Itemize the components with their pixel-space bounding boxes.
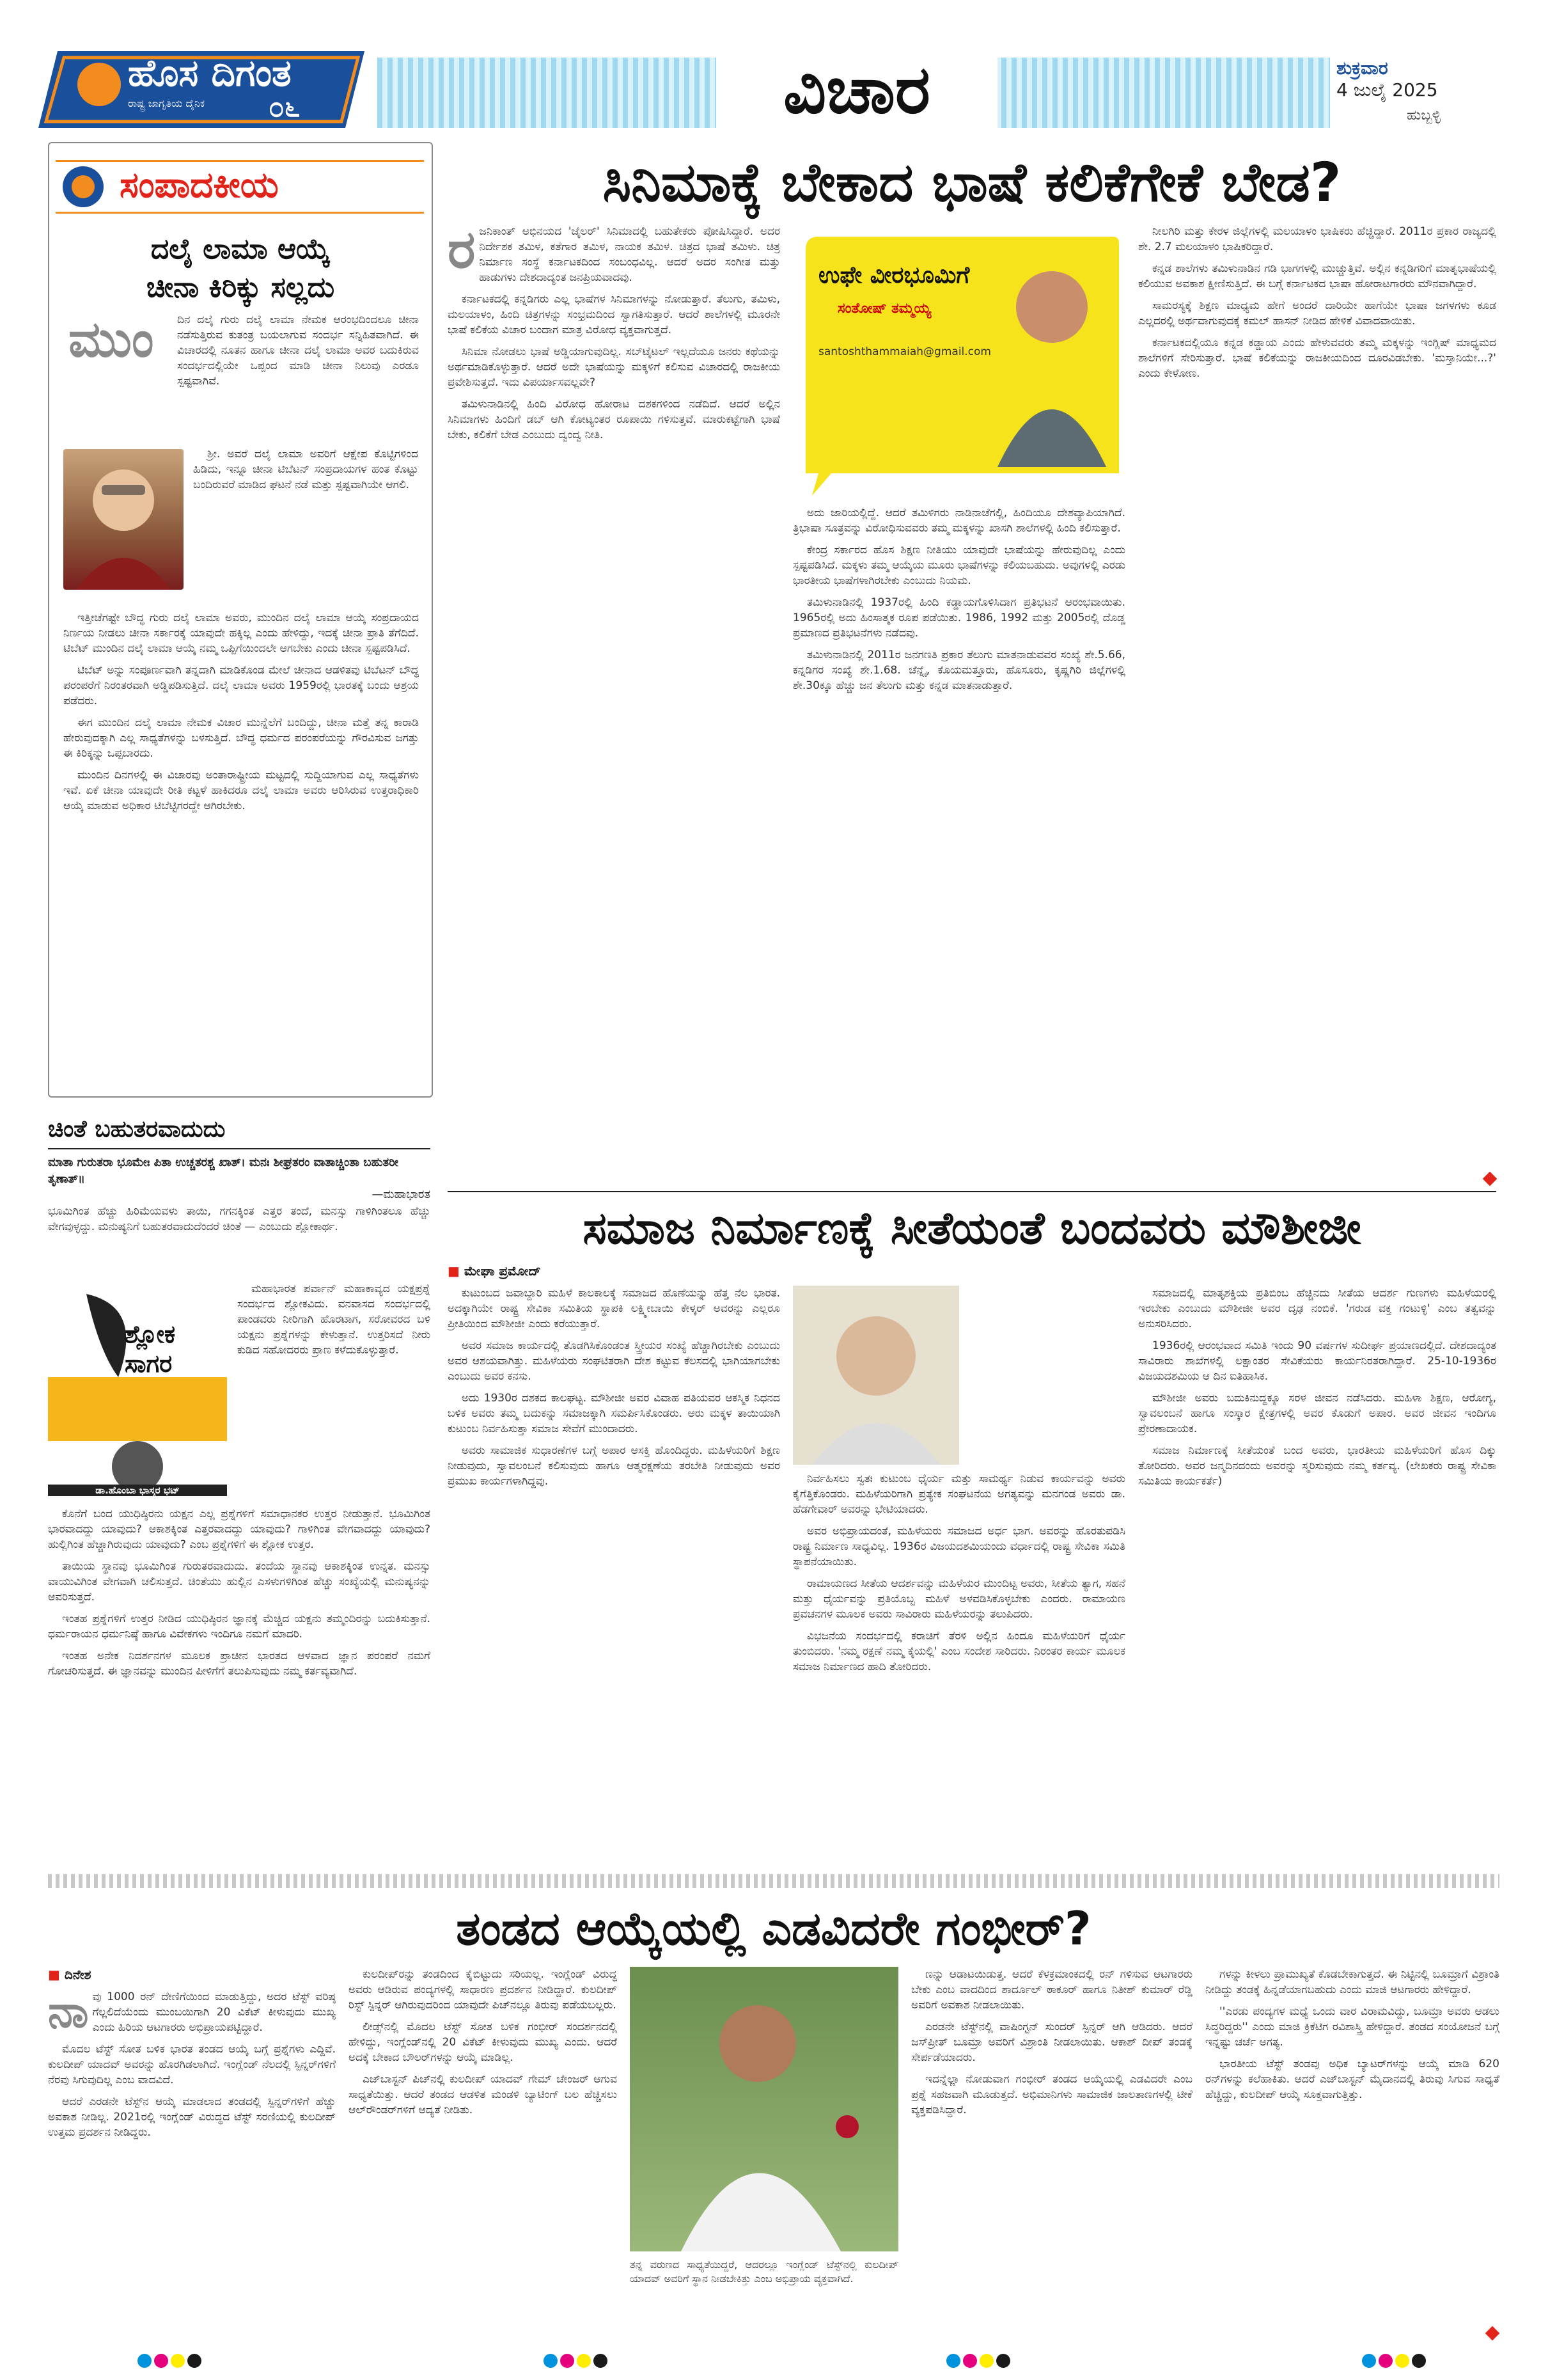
registration-marks-right: [1362, 2354, 1428, 2370]
feather-pen-icon: [48, 1281, 227, 1499]
editorial-paragraph: ಟಿಬೆಟ್ ಅನ್ನು ಸಂಪೂರ್ಣವಾಗಿ ತನ್ನದಾಗಿ ಮಾಡಿಕೊಂಡ ಮೇಲೆ ಚೀನಾದ ಆಡಳಿತವು ಟಿಬೆಟನ್ ಬೌದ್ಧ ಪರಂಪರೆಗೆ ನಿರಂತರವಾಗಿ ಅಡ್ಡಿಪಡಿಸುತ್ತಿದೆ. ದಲೈ ಲಾಮಾ ಅವರು 1959ರಲ್ಲಿ ಭಾರತಕ್ಕೆ ಬಂದು ಆಶ್ರಯ ಪಡೆದರು.: [63, 664, 419, 707]
page-number: ೦೬: [269, 91, 301, 123]
registration-dot: [1395, 2354, 1409, 2368]
article3-paragraph: ''ಎರಡು ಪಂದ್ಯಗಳ ಮಧ್ಯೆ ಒಂದು ವಾರ ವಿರಾಮವಿದ್ದು, ಬೂಮ್ರಾ ಅವರು ಆಡಲು ಸಿದ್ಧರಿದ್ದರು'' ಎಂದು ಮಾಜಿ ಕ್ರಿಕೆಟಿಗ ರವಿಶಾಸ್ತ್ರಿ ಹೇಳಿದ್ದಾರೆ. ತಂಡದ ಸಂಯೋಜನೆ ಬಗ್ಗೆ ಇನ್ನಷ್ಟು ಚರ್ಚೆ ಅಗತ್ಯ.: [1205, 2005, 1499, 2049]
article1-author: ಸಂತೋಷ್ ತಮ್ಮಯ್ಯ: [838, 301, 932, 317]
chinte-body-right: [237, 1281, 430, 1499]
registration-dot: [560, 2354, 574, 2368]
article2-paragraph: 1936ರಲ್ಲಿ ಆರಂಭವಾದ ಸಮಿತಿ ಇಂದು 90 ವರ್ಷಗಳ ಸುದೀರ್ಘ ಪ್ರಯಾಣದಲ್ಲಿದೆ. ದೇಶದಾದ್ಯಂತ ಸಾವಿರಾರು ಶಾಖೆಗಳಲ್ಲಿ ಲಕ್ಷಾಂತರ ಸೇವಿಕೆಯರು ಕಾರ್ಯನಿರತರಾಗಿದ್ದಾರೆ. 25-10-1936ರ ವಿಜಯದಶಮಿಯ ಆ ದಿನ ಐತಿಹಾಸಿಕ.: [1138, 1339, 1496, 1383]
registration-marks-left: [137, 2354, 204, 2370]
dalai-lama-photo: [63, 449, 184, 590]
article3-paragraph: ಭಾರತೀಯ ಟೆಸ್ಟ್ ತಂಡವು ಅಧಿಕ ಬ್ಯಾಟರ್‌ಗಳನ್ನು ಆಯ್ಕೆ ಮಾಡಿ 620 ರನ್‌ಗಳನ್ನು ಕಲೆಹಾಕಿತು. ಆದರೆ ಎಜ್‌ಬಾಸ್ಟನ್ ಮೈದಾನದಲ್ಲಿ ತಿರುವು ಸಿಗುವ ಸಾಧ್ಯತೆ ಹೆಚ್ಚಿದ್ದು, ಕುಲದೀಪ್ ಆಯ್ಕೆ ಸೂಕ್ತವಾಗುತ್ತಿತ್ತು.: [1205, 2058, 1499, 2101]
article1-email: santoshthammaiah@gmail.com: [818, 345, 991, 358]
chinte-paragraph: ಕೊನೆಗೆ ಬಂದ ಯುಧಿಷ್ಠಿರನು ಯಕ್ಷನ ಎಲ್ಲ ಪ್ರಶ್ನೆಗಳಿಗೆ ಸಮಾಧಾನಕರ ಉತ್ತರ ನೀಡುತ್ತಾನೆ. ಭೂಮಿಗಿಂತ ಭಾರವಾದದ್ದು ಯಾವುದು? ಆಕಾಶಕ್ಕಿಂತ ಎತ್ತರವಾದದ್ದು ಯಾವುದು? ಗಾಳಿಗಿಂತ ವೇಗವಾದದ್ದು ಯಾವುದು? ಹುಲ್ಲಿಗಿಂತ ಹೆಚ್ಚಾಗಿರುವುದು ಯಾವುದು? ಎಂಬ ಪ್ರಶ್ನೆಗಳಿಗೆ ಈ ಶ್ಲೋಕ ಉತ್ತರ.: [48, 1508, 430, 1551]
chinte-title: ಚಿಂತೆ ಬಹುತರವಾದುದು: [48, 1116, 226, 1142]
editorial-box: [48, 142, 433, 1098]
editorial-body: [193, 446, 418, 606]
article1-paragraph: ಸಾಮರಸ್ಯಕ್ಕೆ ಶಿಕ್ಷಣ ಮಾಧ್ಯಮ ಹೇಗೆ ಅಂದರೆ ದಾರಿಯೇ ಹಾಗೆಯೇ ಭಾಷಾ ಜಗಳಗಳು ಕೂಡ ಎಲ್ಲದರಲ್ಲಿ ಅರ್ಥವಾಗುವುದಕ್ಕೆ ಕಮಲ್ ಹಾಸನ್ ನೀಡಿದ ಹೇಳಿಕೆ ವಿವಾದವಾಯಿತು.: [1138, 299, 1496, 327]
brand-name: ಹೊಸ ದಿಗಂತ: [128, 51, 292, 95]
article1-paragraph: ಕರ್ನಾಟಕದಲ್ಲಿಯೂ ಕನ್ನಡ ಕಡ್ಡಾಯ ಎಂದು ಹೇಳುವವರು ತಮ್ಮ ಮಕ್ಕಳನ್ನು ಇಂಗ್ಲಿಷ್ ಮಾಧ್ಯಮದ ಶಾಲೆಗಳಿಗೆ ಸೇರಿಸುತ್ತಾರೆ. ಭಾಷೆ ಕಲಿಕೆಯನ್ನು ರಾಜಕೀಯದಿಂದ ದೂರವಿಡಬೇಕು. 'ಮಸ್ತಾನಿಯೇ...?' ಎಂದು ಕೇಳೋಣ.: [1138, 336, 1496, 380]
registration-dot: [1379, 2354, 1393, 2368]
article3-paragraph: ಮೊದಲ ಟೆಸ್ಟ್ ಸೋತ ಬಳಿಕ ಭಾರತ ತಂಡದ ಆಯ್ಕೆ ಬಗ್ಗೆ ಪ್ರಶ್ನೆಗಳು ಎದ್ದಿವೆ. ಕುಲದೀಪ್ ಯಾದವ್ ಅವರನ್ನು ಹೊರಗಿಡಲಾಗಿದೆ. ಇಂಗ್ಲೆಂಡ್ ನೆಲದಲ್ಲಿ ಸ್ಪಿನ್ನರ್‌ಗಳಿಗೆ ನೆರವು ಸಿಗುವುದಿಲ್ಲ ಎಂಬ ವಾದವಿದೆ.: [48, 2043, 336, 2086]
shloka-sagara-label: ಶ್ಲೋಕ ಸಾಗರ: [125, 1320, 176, 1378]
article1-paragraph: ಕರ್ನಾಟಕದಲ್ಲಿ ಕನ್ನಡಿಗರು ಎಲ್ಲ ಭಾಷೆಗಳ ಸಿನಿಮಾಗಳನ್ನು ನೋಡುತ್ತಾರೆ. ತೆಲುಗು, ತಮಿಳು, ಮಲಯಾಳಂ, ಹಿಂದಿ ಚಿತ್ರಗಳನ್ನು ಸಂಭ್ರಮದಿಂದ ಸ್ವಾಗತಿಸುತ್ತಾರೆ. ಆದರೆ ಶಾಲೆಗಳಲ್ಲಿ ಮೂರನೇ ಭಾಷೆ ಕಲಿಕೆಯ ವಿಚಾರ ಬಂದಾಗ ಮಾತ್ರ ವಿರೋಧ ವ್ಯಕ್ತವಾಗುತ್ತದೆ.: [448, 293, 780, 336]
article3-col1: [48, 1989, 336, 2328]
editorial-paragraph: ಶ್ರೀ. ಅವರೆ ದಲೈ ಲಾಮಾ ಅವರಿಗೆ ಆಕ್ಷೇಪ ಕೊಟ್ಟಿಗಳಿಂದ ಹಿಡಿದು, ಇನ್ನೂ ಚೀನಾ ಟಿಬೆಟನ್ ಸಂಪ್ರದಾಯಗಳ ಹಂತ ಕೊಟ್ಟು ಬಂದಿರುವರೆ ಮಾಡಿದ ಘಟನೆ ನಡೆ ಮತ್ತು ಸ್ಪಷ್ಟವಾಗಿಯೇ ಆಗಲಿ.: [193, 448, 418, 491]
chinte-section: [48, 1116, 430, 1852]
registration-dot: [187, 2354, 201, 2368]
cricketer-photo: [630, 1967, 898, 2251]
byline-bullet-icon: ■: [48, 1967, 65, 1982]
article1-col3: [1138, 224, 1496, 1164]
article3-headline: ತಂಡದ ಆಯ್ಕೆಯಲ್ಲಿ ಎಡವಿದರೇ ಗಂಭೀರ್?: [456, 1902, 1091, 1955]
article2-paragraph: ಸಮಾಜ ನಿರ್ಮಾಣಕ್ಕೆ ಸೀತೆಯಂತೆ ಬಂದ ಅವರು, ಭಾರತೀಯ ಮಹಿಳೆಯರಿಗೆ ಹೊಸ ದಿಕ್ಕು ತೋರಿದರು. ಅವರ ಜನ್ಮದಿನದಂದು ಅವರನ್ನು ಸ್ಮರಿಸುವುದು ನಮ್ಮ ಕರ್ತವ್ಯ. (ಲೇಖಕರು ರಾಷ್ಟ್ರ ಸೇವಿಕಾ ಸಮಿತಿಯ ಕಾರ್ಯಕರ್ತೆ): [1138, 1444, 1496, 1488]
author-portrait-icon: [997, 256, 1106, 467]
chinte-paragraph: ತಾಯಿಯ ಸ್ಥಾನವು ಭೂಮಿಗಿಂತ ಗುರುತರವಾದುದು. ತಂದೆಯ ಸ್ಥಾನವು ಆಕಾಶಕ್ಕಿಂತ ಉನ್ನತ. ಮನಸ್ಸು ವಾಯುವಿಗಿಂತ ವೇಗವಾಗಿ ಚಲಿಸುತ್ತದೆ. ಚಿಂತೆಯು ಹುಲ್ಲಿನ ಎಸಳುಗಳಿಗಿಂತ ಹೆಚ್ಚು ಸಂಖ್ಯೆಯಲ್ಲಿ ಮನುಷ್ಯನನ್ನು ಆವರಿಸುತ್ತದೆ.: [48, 1560, 430, 1604]
editorial-label-bar: [56, 160, 424, 214]
article3-photo-caption: ತನ್ನ ವರುಣದ ಸಾಧ್ಯತೆಯಿದ್ದರೆ, ಆದರಲ್ಲೂ ಇಂಗ್ಲೆಂಡ್ ಟೆಸ್ಟ್‌ನಲ್ಲಿ ಕುಲದೀಪ್ ಯಾದವ್ ಅವರಿಗೆ ಸ್ಥಾನ ನೀಡಬೇಕಿತ್ತು ಎಂಬ ಅಭಿಪ್ರಾಯ ವ್ಯಕ್ತವಾಗಿದೆ.: [630, 2258, 898, 2285]
article3-paragraph: ಗಳನ್ನು ಕೀಳಲು ಪ್ರಾಮುಖ್ಯತೆ ಕೊಡಬೇಕಾಗುತ್ತದೆ. ಈ ನಿಟ್ಟಿನಲ್ಲಿ ಬೂಮ್ರಾಗೆ ವಿಶ್ರಾಂತಿ ನೀಡಿದ್ದು ತಂಡಕ್ಕೆ ಹಿನ್ನಡೆಯಾಗಬಹುದು ಎಂದು ಮಾಜಿ ಆಟಗಾರರು ಹೇಳಿದ್ದಾರೆ.: [1205, 1968, 1499, 1996]
article2-paragraph: ಅವರು ಸಾಮಾಜಿಕ ಸುಧಾರಣೆಗಳ ಬಗ್ಗೆ ಅಪಾರ ಆಸಕ್ತಿ ಹೊಂದಿದ್ದರು. ಮಹಿಳೆಯರಿಗೆ ಶಿಕ್ಷಣ ನೀಡುವುದು, ಸ್ವಾವಲಂಬನೆ ಕಲಿಸುವುದು ಹಾಗೂ ಆತ್ಮರಕ್ಷಣೆಯ ತರಬೇತಿ ನೀಡುವುದು ಅವರ ಪ್ರಮುಖ ಕಾರ್ಯಗಳಾಗಿದ್ದವು.: [448, 1444, 780, 1488]
editorial-emblem-icon: [61, 164, 106, 209]
chinte-quote-source: —ಮಹಾಭಾರತ: [372, 1188, 430, 1201]
date-block: [1336, 58, 1503, 134]
article2-col1: [448, 1286, 780, 1848]
article1-paragraph: ಜನಿಕಾಂತ್ ಅಭಿನಯದ 'ಜೈಲರ್' ಸಿನಿಮಾದಲ್ಲಿ ಬಹುತೇಕರು ಪೋಷಿಸಿದ್ದಾರೆ. ಅದರ ನಿರ್ದೇಶಕ ತಮಿಳ, ಕತೆಗಾರ ತಮಿಳ, ನಾಯಕ ತಮಿಳ. ಚಿತ್ರದ ಭಾಷೆ ತಮಿಳು. ಚಿತ್ರ ನಿರ್ಮಾಣ ಸಂಸ್ಥೆ ಕರ್ನಾಟಕದಿಂದ ಸಂಬಂಧವಿಲ್ಲ. ಆದರೆ ಅದರ ಸಂಗೀತ ಮತ್ತು ಹಾಡುಗಳು ದೇಶದಾದ್ಯಂತ ಜನಪ್ರಿಯವಾದವು.: [479, 225, 780, 284]
registration-dot: [980, 2354, 994, 2368]
article3-paragraph: ವು 1000 ರನ್ ದೇಣಿಗೆಯಿಂದ ಮಾಡುತ್ತಿದ್ದು, ಅದರ ಟೆಸ್ಟ್ ವರಿಷ್ಠ ಗೆಲ್ಲಲಿದೆಯೆಂದು ಮುಂಬಯಿಗಾಗಿ 20 ವಿಕೆಟ್ ಕೀಳುವುದು ಮುಖ್ಯ ಎಂದು ಹಿರಿಯ ಆಟಗಾರರು ಅಭಿಪ್ರಾಯಪಟ್ಟಿದ್ದಾರೆ.: [92, 1990, 336, 2034]
day-label: ಶುಕ್ರವಾರ: [1336, 58, 1388, 79]
masthead: [0, 0, 1541, 138]
article2-paragraph: ಅವರ ಸಮಾಜ ಕಾರ್ಯದಲ್ಲಿ ತೊಡಗಿಸಿಕೊಂಡಂತ ಸ್ತ್ರೀಯರ ಸಂಖ್ಯೆ ಹೆಚ್ಚಾಗಿರಬೇಕು ಎಂಬುದು ಅವರ ಆಶಯವಾಗಿತ್ತು. ಮಹಿಳೆಯರು ಸಂಘಟಿತರಾಗಿ ದೇಶ ಕಟ್ಟುವ ಕೆಲಸದಲ್ಲಿ ಭಾಗಿಯಾಗಬೇಕು ಎಂಬುದು ಅವರ ಕನಸು.: [448, 1339, 780, 1383]
chinte-quote: ಮಾತಾ ಗುರುತರಾ ಭೂಮೇಃ ಪಿತಾ ಉಚ್ಚತರಶ್ಚ ಖಾತ್। ಮನಃ ಶೀಘ್ರತರಂ ವಾತಾಚ್ಚಿಂತಾ ಬಹುತರೀ ತೃಣಾತ್॥: [48, 1156, 398, 1186]
article3-dropcap: ನಾ: [48, 1989, 89, 2038]
cricketer-with-ball-icon: [630, 1967, 898, 2251]
article1-paragraph: ತಮಿಳುನಾಡಿನಲ್ಲಿ 2011ರ ಜನಗಣತಿ ಪ್ರಕಾರ ತೆಲುಗು ಮಾತನಾಡುವವರ ಸಂಖ್ಯೆ ಶೇ.5.66, ಕನ್ನಡಿಗರ ಸಂಖ್ಯೆ ಶೇ.1.68. ಚೆನ್ನೈ, ಕೊಯಮತ್ತೂರು, ಹೊಸೂರು, ಕೃಷ್ಣಗಿರಿ ಜಿಲ್ಲೆಗಳಲ್ಲಿ ಶೇ.30ಕ್ಕೂ ಹೆಚ್ಚು ಜನ ತೆಲುಗು ಮತ್ತು ಕನ್ನಡ ಮಾತನಾಡುತ್ತಾರೆ.: [793, 649, 1125, 692]
editorial-headline-1: ದಲೈ ಲಾಮಾ ಆಯ್ಕೆ: [150, 233, 331, 265]
registration-marks-mid: [946, 2354, 1013, 2370]
article3-paragraph: ಎಜ್‌ಬಾಸ್ಟನ್ ಪಿಚ್‌ನಲ್ಲಿ ಕುಲದೀಪ್ ಯಾದವ್ ಗೇಮ್ ಚೇಂಜರ್ ಆಗುವ ಸಾಧ್ಯತೆಯಿತ್ತು. ಆದರೆ ತಂಡದ ಆಡಳಿತ ಮಂಡಳಿ ಬ್ಯಾಟಿಂಗ್ ಬಲ ಹೆಚ್ಚಿಸಲು ಆಲ್‌ರೌಂಡರ್‌ಗಳಿಗೆ ಆದ್ಯತೆ ನೀಡಿತು.: [348, 2073, 617, 2116]
article3-col4: [1205, 1967, 1499, 2328]
divider: [448, 1191, 1496, 1192]
article1-col1: [448, 224, 780, 1164]
article2-paragraph: ಸಮಾಜದಲ್ಲಿ ಮಾತೃಶಕ್ತಿಯ ಪ್ರತಿಬಿಂಬ ಹೆಚ್ಚಿನದು ಸೀತೆಯ ಆದರ್ಶ ಗುಣಗಳು ಮಹಿಳೆಯರಲ್ಲಿ ಇರಬೇಕು ಎಂಬುದು ಮೌಶೀಜೀ ಅವರ ದೃಢ ನಂಬಿಕೆ. 'ಗರುಡ ವಕ್ತ ಗಂಟುಳ್ಳಿ' ಎಂಬ ತತ್ವವನ್ನು ಅನುಸರಿಸಿದರು.: [1138, 1287, 1496, 1330]
article-end-marker-icon: [1483, 1172, 1498, 1186]
date-label: 4 ಜುಲೈ 2025: [1336, 79, 1438, 100]
brand-logo: [38, 45, 371, 134]
registration-dot: [946, 2354, 960, 2368]
registration-dot: [154, 2354, 168, 2368]
chinte-paragraph: ಇಂತಹ ಪ್ರಶ್ನೆಗಳಿಗೆ ಉತ್ತರ ನೀಡಿದ ಯುಧಿಷ್ಠಿರನ ಜ್ಞಾನಕ್ಕೆ ಮೆಚ್ಚಿದ ಯಕ್ಷನು ತಮ್ಮಂದಿರನ್ನು ಬದುಕಿಸುತ್ತಾನೆ. ಧರ್ಮರಾಯನ ಧರ್ಮನಿಷ್ಠೆ ಹಾಗೂ ವಿವೇಕಗಳು ಇಂದಿಗೂ ನಮಗೆ ಮಾದರಿ.: [48, 1612, 430, 1641]
shloka-sagara-badge: [48, 1281, 227, 1499]
chinte-paragraph: ಇಂತಹ ಅನೇಕ ನಿದರ್ಶನಗಳ ಮೂಲಕ ಪ್ರಾಚೀನ ಭಾರತದ ಆಳವಾದ ಜ್ಞಾನ ಪರಂಪರೆ ನಮಗೆ ಗೋಚರಿಸುತ್ತದೆ. ಈ ಜ್ಞಾನವನ್ನು ಮುಂದಿನ ಪೀಳಿಗೆಗೆ ತಲುಪಿಸುವುದು ನಮ್ಮ ಕರ್ತವ್ಯವಾಗಿದೆ.: [48, 1650, 430, 1678]
article1-paragraph: ಸಿನಿಮಾ ನೋಡಲು ಭಾಷೆ ಅಡ್ಡಿಯಾಗುವುದಿಲ್ಲ. ಸಬ್‌ಟೈಟಲ್ ಇಲ್ಲದೆಯೂ ಜನರು ಕಥೆಯನ್ನು ಅರ್ಥಮಾಡಿಕೊಳ್ಳುತ್ತಾರೆ. ಆದರೆ ಅದೇ ಭಾಷೆಯನ್ನು ಮಕ್ಕಳಿಗೆ ಕಲಿಸುವ ವಿಚಾರದಲ್ಲಿ ರಾಜಕೀಯ ಪ್ರವೇಶಿಸುತ್ತದೆ. ಇದು ವಿಪರ್ಯಾಸವಲ್ಲವೇ?: [448, 345, 780, 389]
registration-dot: [996, 2354, 1010, 2368]
article3-paragraph: ಣನ್ನು ಆಡಾಟಯಿಡುತ್ತ. ಆದರೆ ಕೆಳಕ್ರಮಾಂಕದಲ್ಲಿ ರನ್ ಗಳಿಸುವ ಆಟಗಾರರು ಬೇಕು ಎಂಬ ವಾದದಿಂದ ಶಾರ್ದೂಲ್ ಠಾಕೂರ್ ಹಾಗೂ ನಿತೀಶ್ ಕುಮಾರ್ ರೆಡ್ಡಿ ಅವರಿಗೆ ಅವಕಾಶ ನೀಡಲಾಯಿತು.: [911, 1968, 1193, 2012]
article3-col3: [911, 1967, 1193, 2328]
registration-dot: [1362, 2354, 1376, 2368]
article3-paragraph: ಕುಲದೀಪ್‌ರನ್ನು ತಂಡದಿಂದ ಕೈಬಿಟ್ಟುದು ಸರಿಯಲ್ಲ. ಇಂಗ್ಲೆಂಡ್ ವಿರುದ್ಧ ಅವರು ಆಡಿರುವ ಪಂದ್ಯಗಳಲ್ಲಿ ಸಾಧಾರಣ ಪ್ರದರ್ಶನ ನೀಡಿದ್ದಾರೆ. ಕುಲದೀಪ್ ರಿಸ್ಟ್ ಸ್ಪಿನ್ನರ್ ಆಗಿರುವುದರಿಂದ ಯಾವುದೇ ಪಿಚ್‌ನಲ್ಲೂ ತಿರುವು ಪಡೆಯಬಲ್ಲರು.: [348, 1968, 617, 2012]
article1-paragraph: ತಮಿಳುನಾಡಿನಲ್ಲಿ ಹಿಂದಿ ವಿರೋಧ ಹೋರಾಟ ದಶಕಗಳಿಂದ ನಡೆದಿದೆ. ಆದರೆ ಅಲ್ಲಿನ ಸಿನಿಮಾಗಳು ಹಿಂದಿಗೆ ಡಬ್ ಆಗಿ ಕೋಟ್ಯಂತರ ರೂಪಾಯಿ ಗಳಿಸುತ್ತವೆ. ಮಾರುಕಟ್ಟೆಗಾಗಿ ಭಾಷೆ ಬೇಕು, ಕಲಿಕೆಗೆ ಬೇಡ ಎಂಬುದು ದ್ವಂದ್ವ ನೀತಿ.: [448, 398, 780, 441]
article2-paragraph: ನಿರ್ವಹಿಸಲು ಸ್ವತಃ ಕುಟುಂಬ ಧೈರ್ಯ ಮತ್ತು ಸಾಮರ್ಥ್ಯ ನಿಡುವ ಕಾರ್ಯವನ್ನು ಅವರು ಕೈಗೆತ್ತಿಕೊಂಡರು. ಮಹಿಳೆಯರಿಗಾಗಿ ಪ್ರತ್ಯೇಕ ಸಂಘಟನೆಯ ಅಗತ್ಯವನ್ನು ಮನಗಂಡ ಅವರು ಡಾ. ಹೆಡಗೇವಾರ್ ಅವರನ್ನು ಭೇಟಿಯಾದರು.: [793, 1472, 1125, 1516]
editorial-label: ಸಂಪಾದಕೀಯ: [120, 164, 279, 206]
article3-paragraph: ಇದನ್ನೆಲ್ಲಾ ನೋಡುವಾಗ ಗಂಭೀರ್ ತಂಡದ ಆಯ್ಕೆಯಲ್ಲಿ ಎಡವಿದರೇ ಎಂಬ ಪ್ರಶ್ನೆ ಸಹಜವಾಗಿ ಮೂಡುತ್ತದೆ. ಅಭಿಮಾನಿಗಳು ಸಾಮಾಜಿಕ ಜಾಲತಾಣಗಳಲ್ಲಿ ಟೀಕೆ ವ್ಯಕ್ತಪಡಿಸಿದ್ದಾರೆ.: [911, 2073, 1193, 2116]
registration-dot: [171, 2354, 185, 2368]
article3-paragraph: ಎರಡನೇ ಟೆಸ್ಟ್‌ನಲ್ಲಿ ವಾಷಿಂಗ್ಟನ್ ಸುಂದರ್ ಸ್ಪಿನ್ನರ್ ಆಗಿ ಆಡಿದರು. ಆದರೆ ಜಸ್‌ಪ್ರೀತ್ ಬೂಮ್ರಾ ಅವರಿಗೆ ವಿಶ್ರಾಂತಿ ನೀಡಲಾಯಿತು. ಆಕಾಶ್ ದೀಪ್ ತಂಡಕ್ಕೆ ಸೇರ್ಪಡೆಯಾದರು.: [911, 2021, 1193, 2064]
article-end-marker-icon: [1485, 2326, 1500, 2341]
registration-dot: [1412, 2354, 1426, 2368]
mausiji-photo: [793, 1286, 959, 1465]
article3-col2: [348, 1967, 617, 2328]
registration-dot: [577, 2354, 591, 2368]
article2-paragraph: ವಿಭಜನೆಯ ಸಂದರ್ಭದಲ್ಲಿ ಕರಾಚಿಗೆ ತೆರಳಿ ಅಲ್ಲಿನ ಹಿಂದೂ ಮಹಿಳೆಯರಿಗೆ ಧೈರ್ಯ ತುಂಬಿದರು. 'ನಮ್ಮ ರಕ್ಷಣೆ ನಮ್ಮ ಕೈಯಲ್ಲಿ' ಎಂಬ ಸಂದೇಶ ಸಾರಿದರು. ನಿರಂತರ ಕಾರ್ಯ ಮೂಲಕ ಸಮಾಜ ನಿರ್ಮಾಣದ ಹಾದಿ ತೋರಿದರು.: [793, 1630, 1125, 1673]
editorial-intro: ದಿನ ದಲೈ ಗುರು ದಲೈ ಲಾಮಾ ನೇಮಕ ಆರಂಭದಿಂದಲೂ ಚೀನಾ ನಡೆಸುತ್ತಿರುವ ಕುತಂತ್ರ ಬಯಲಾಗುವ ಸಂದರ್ಭ ಸನ್ನಿಹಿತವಾಗಿದೆ. ಈ ವಿಚಾರದಲ್ಲಿ ನೂತನ ಹಾಗೂ ಚೀನಾ ದಲೈ ಲಾಮಾ ಅವರ ಬದುಕಿರುವ ಸಂದರ್ಭದಲ್ಲಿಯೇ ಒಪ್ಪಂದ ಮಾಡಿ ಚೀನಾ ನಿಲುವು ಎರಡೂ ಸ್ಪಷ್ಟವಾಗಿವೆ.: [177, 313, 419, 388]
article3-paragraph: ಲೀಡ್ಸ್‌ನಲ್ಲಿ ಮೊದಲ ಟೆಸ್ಟ್ ಸೋತ ಬಳಿಕ ಗಂಭೀರ್ ಸಂದರ್ಶನದಲ್ಲಿ ಹೇಳಿದ್ದು, ಇಂಗ್ಲೆಂಡ್‌ನಲ್ಲಿ 20 ವಿಕೆಟ್ ಕೀಳುವುದು ಮುಖ್ಯ ಎಂದು. ಆದರೆ ಅದಕ್ಕೆ ಬೇಕಾದ ಬೌಲರ್‌ಗಳನ್ನು ಆಯ್ಕೆ ಮಾಡಿಲ್ಲ.: [348, 2021, 617, 2064]
column-author: ಡಾ.ಹೊಂಬಾ ಭಾಸ್ಕರ ಭಟ್: [48, 1485, 227, 1496]
article3-byline: [48, 1967, 91, 1982]
article3-paragraph: ಆದರೆ ಎರಡನೇ ಟೆಸ್ಟ್‌ನ ಆಯ್ಕೆ ಮಾಡಲಾದ ತಂಡದಲ್ಲಿ ಸ್ಪಿನ್ನರ್‌ಗಳಿಗೆ ಹೆಚ್ಚು ಅವಕಾಶ ನೀಡಿಲ್ಲ. 2021ರಲ್ಲಿ ಇಂಗ್ಲೆಂಡ್ ವಿರುದ್ಧದ ಟೆಸ್ಟ್ ಸರಣಿಯಲ್ಲಿ ಕುಲದೀಪ್ ಉತ್ತಮ ಪ್ರದರ್ಶನ ನೀಡಿದ್ದರು.: [48, 2095, 336, 2139]
article1-paragraph: ತಮಿಳುನಾಡಿನಲ್ಲಿ 1937ರಲ್ಲಿ ಹಿಂದಿ ಕಡ್ಡಾಯಗೊಳಿಸಿದಾಗ ಪ್ರತಿಭಟನೆ ಆರಂಭವಾಯಿತು. 1965ರಲ್ಲಿ ಅದು ಹಿಂಸಾತ್ಮಕ ರೂಪ ಪಡೆಯಿತು. 1986, 1992 ಮತ್ತು 2005ರಲ್ಲಿ ದೊಡ್ಡ ಪ್ರಮಾಣದ ಪ್ರತಿಭಟನೆಗಳು ನಡೆದವು.: [793, 596, 1125, 640]
registration-dot: [137, 2354, 152, 2368]
editorial-paragraph: ಮುಂದಿನ ದಿನಗಳಲ್ಲಿ ಈ ವಿಚಾರವು ಅಂತಾರಾಷ್ಟ್ರೀಯ ಮಟ್ಟದಲ್ಲಿ ಸುದ್ದಿಯಾಗುವ ಎಲ್ಲ ಸಾಧ್ಯತೆಗಳು ಇವೆ. ಏಕೆ ಚೀನಾ ಯಾವುದೇ ರೀತಿ ಕಟ್ಟಳೆ ಹಾಕಿದರೂ ದಲೈ ಲಾಮಾ ಅವರು ಆರಿಸಿರುವ ಉತ್ತರಾಧಿಕಾರಿ ಆಯ್ಕೆ ಮಾಡುವ ಅಧಿಕಾರ ಟಿಬೆಟ್ಟಿಗರದ್ದೇ ಆಗಿರಬೇಕು.: [63, 769, 419, 812]
chinte-intro: ಭೂಮಿಗಿಂತ ಹೆಚ್ಚು ಹಿರಿಮೆಯವಳು ತಾಯಿ, ಗಗನಕ್ಕಿಂತ ಎತ್ತರ ತಂದೆ, ಮನಸ್ಸು ಗಾಳಿಗಿಂತಲೂ ಹೆಚ್ಚು ವೇಗವುಳ್ಳದ್ದು. ಮನುಷ್ಯನಿಗೆ ಬಹುತರವಾದುದೆಂದರೆ ಚಿಂತೆ — ಎಂಬುದು ಶ್ಲೋಕಾರ್ಥ.: [48, 1205, 430, 1233]
article1-paragraph: ಅದು ಜಾರಿಯಲ್ಲಿದ್ದೆ. ಆದರೆ ತಮಿಳಿಗರು ನಾಡಿನಾಚೆಗಲ್ಲಿ, ಹಿಂದಿಯೂ ದೇಶವ್ಯಾಪಿಯಾಗಿದೆ. ತ್ರಿಭಾಷಾ ಸೂತ್ರವನ್ನು ವಿರೋಧಿಸುವವರು ತಮ್ಮ ಮಕ್ಕಳನ್ನು ಖಾಸಗಿ ಶಾಲೆಗಳಲ್ಲಿ ಹಿಂದಿ ಕಲಿಸುತ್ತಾರೆ.: [793, 507, 1125, 535]
registration-dot: [544, 2354, 558, 2368]
article2-paragraph: ಕುಟುಂಬದ ಜವಾಬ್ದಾರಿ ಮಹಿಳೆ ಕಾಲಕಾಲಕ್ಕೆ ಸಮಾಜದ ಹೊಣೆಯನ್ನು ಹೆತ್ತ ನೆಲ ಭಾರತ. ಅದಕ್ಕಾಗಿಯೇ ರಾಷ್ಟ್ರ ಸೇವಿಕಾ ಸಮಿತಿಯ ಸ್ಥಾಪಕಿ ಲಕ್ಷ್ಮೀಬಾಯಿ ಕೇಳ್ಕರ್ ಅವರನ್ನು ಎಲ್ಲರೂ ಪ್ರೀತಿಯಿಂದ ಮೌಶೀಜೀ ಎಂದು ಕರೆಯುತ್ತಾರೆ.: [448, 1287, 780, 1330]
article1-paragraph: ಕೇಂದ್ರ ಸರ್ಕಾರದ ಹೊಸ ಶಿಕ್ಷಣ ನೀತಿಯು ಯಾವುದೇ ಭಾಷೆಯನ್ನು ಹೇರುವುದಿಲ್ಲ ಎಂದು ಸ್ಪಷ್ಟಪಡಿಸಿದೆ. ಮಕ್ಕಳು ತಮ್ಮ ಆಯ್ಕೆಯ ಮೂರು ಭಾಷೆಗಳನ್ನು ಕಲಿಯಬಹುದು. ಅವುಗಳಲ್ಲಿ ಎರಡು ಭಾರತೀಯ ಭಾಷೆಗಳಾಗಿರಬೇಕು ಎಂಬುದು ನಿಯಮ.: [793, 544, 1125, 587]
divider: [48, 1148, 430, 1149]
article2-paragraph: ಮೌಶೀಜೀ ಅವರು ಬದುಕಿನುದ್ದಕ್ಕೂ ಸರಳ ಜೀವನ ನಡೆಸಿದರು. ಮಹಿಳಾ ಶಿಕ್ಷಣ, ಆರೋಗ್ಯ, ಸ್ವಾವಲಂಬನೆ ಹಾಗೂ ಸಂಸ್ಕಾರ ಕ್ಷೇತ್ರಗಳಲ್ಲಿ ಅವರ ಕೊಡುಗೆ ಅಪಾರ. ಅವರ ಜೀವನ ಇಂದಿಗೂ ಪ್ರೇರಣಾದಾಯಕ.: [1138, 1392, 1496, 1435]
author-photo: [997, 256, 1106, 467]
article2-author: ಮೇಘಾ ಪ್ರಮೋದ್: [464, 1263, 541, 1279]
article3-author: ದಿನೇಶ: [64, 1967, 91, 1982]
registration-dot: [963, 2354, 977, 2368]
editorial-paragraph: ಇತ್ತೀಚೆಗಷ್ಟೇ ಬೌದ್ಧ ಗುರು ದಲೈ ಲಾಮಾ ಅವರು, ಮುಂದಿನ ದಲೈ ಲಾಮಾ ಆಯ್ಕೆ ಸಂಪ್ರದಾಯದ ನಿರ್ಣಯ ನೀಡಲು ಚೀನಾ ಸರ್ಕಾರಕ್ಕೆ ಯಾವುದೇ ಹಕ್ಕಿಲ್ಲ ಎಂದು ಹೇಳಿದ್ದು, ಇದಕ್ಕೆ ಚೀನಾ ಪ್ರಾತಿ ತೆಗೆದಿದೆ. ಟಿಬೆಟ್ ಮುಂದಿನ ದಲೈ ಲಾಮಾ ಆಯ್ಕೆ ನಮ್ಮ ಒಪ್ಪಿಗೆಯಿಂದಲೇ ಆಗಬೇಕು ಎಂದು ಚೀನಾ ಸ್ಪಷ್ಟಪಡಿಸಿದೆ.: [63, 611, 419, 655]
article1-author-callout: [793, 224, 1125, 499]
mausiji-portrait-icon: [793, 1286, 959, 1465]
article2-byline: [448, 1263, 541, 1279]
article1-headline: ಸಿನಿಮಾಕ್ಕೆ ಬೇಕಾದ ಭಾಷೆ ಕಲಿಕೆಗೇಕೆ ಬೇಡ?: [602, 151, 1342, 214]
article1-column-name: ಉಫೇ ವೀರಭೂಮಿಗೆ: [818, 262, 970, 288]
section-title: ವಿಚಾರ: [716, 48, 997, 131]
article2-paragraph: ರಾಮಾಯಣದ ಸೀತೆಯ ಆದರ್ಶವನ್ನು ಮಹಿಳೆಯರ ಮುಂದಿಟ್ಟ ಅವರು, ಸೀತೆಯ ತ್ಯಾಗ, ಸಹನೆ ಮತ್ತು ಧೈರ್ಯವನ್ನು ಪ್ರತಿಯೊಬ್ಬ ಮಹಿಳೆ ಅಳವಡಿಸಿಕೊಳ್ಳಬೇಕು ಎಂದರು. ರಾಮಾಯಣ ಪ್ರವಚನಗಳ ಮೂಲಕ ಅವರು ಸಾವಿರಾರು ಮಹಿಳೆಯರನ್ನು ತಲುಪಿದರು.: [793, 1577, 1125, 1621]
section-separator: [48, 1874, 1499, 1888]
editorial-dropcap: ಮುಂ: [68, 311, 154, 368]
editorial-body-lower: [63, 610, 419, 1084]
article1-dropcap: ರ: [448, 224, 476, 280]
city-label: ಹುಬ್ಬಳ್ಳಿ: [1407, 107, 1441, 123]
editorial-headline-2: ಚೀನಾ ಕಿರಿಕ್ಕು ಸಲ್ಲದು: [146, 271, 335, 304]
chinte-paragraph: ಮಹಾಭಾರತ ಪರ್ವಾನ್ ಮಹಾಕಾವ್ಯದ ಯಕ್ಷಪ್ರಶ್ನೆ ಸಂದರ್ಭದ ಶ್ಲೋಕವಿದು. ವನವಾಸದ ಸಂದರ್ಭದಲ್ಲಿ ಪಾಂಡವರು ನೀರಿಗಾಗಿ ಹೊರಟಾಗ, ಸರೋವರದ ಬಳಿ ಯಕ್ಷನು ಪ್ರಶ್ನೆಗಳನ್ನು ಕೇಳುತ್ತಾನೆ. ಉತ್ತರಿಸದೆ ನೀರು ಕುಡಿದ ಸಹೋದರರು ಪ್ರಾಣ ಕಳೆದುಕೊಳ್ಳುತ್ತಾರೆ.: [237, 1282, 430, 1357]
article1-col2: [793, 505, 1125, 1164]
editorial-paragraph: ಈಗ ಮುಂದಿನ ದಲೈ ಲಾಮಾ ನೇಮಕ ವಿಚಾರ ಮುನ್ನೆಲೆಗೆ ಬಂದಿದ್ದು, ಚೀನಾ ಮತ್ತೆ ತನ್ನ ಕಾರಾಡಿ ಹೇರುವುದಕ್ಕಾಗಿ ಎಲ್ಲ ಸಾಧ್ಯತೆಗಳನ್ನು ಬಳಸುತ್ತಿದೆ. ಬೌದ್ಧ ಧರ್ಮದ ಪರಂಪರೆಯನ್ನು ಗೌರವಿಸುವ ಜಗತ್ತು ಈ ಕಿರಿಕ್ಕನ್ನು ಒಪ್ಪಬಾರದು.: [63, 716, 419, 760]
chinte-body-lower: [48, 1506, 430, 1845]
article1-paragraph: ನೀಲಗಿರಿ ಮತ್ತು ಕೇರಳ ಜಿಲ್ಲೆಗಳಲ್ಲಿ ಮಲಯಾಳಂ ಭಾಷಿಕರು ಹೆಚ್ಚಿದ್ದಾರೆ. 2011ರ ಪ್ರಕಾರ ರಾಜ್ಯದಲ್ಲಿ ಶೇ. 2.7 ಮಲಯಾಳಂ ಭಾಷಿಕರಿದ್ದಾರೆ.: [1138, 225, 1496, 253]
registration-dot: [593, 2354, 607, 2368]
article2-paragraph: ಅದು 1930ರ ದಶಕದ ಕಾಲಘಟ್ಟ. ಮೌಶೀಜೀ ಅವರ ವಿವಾಹ ಪತಿಯವರ ಆಕಸ್ಮಿಕ ನಿಧನದ ಬಳಿಕ ಅವರು ತಮ್ಮ ಬದುಕನ್ನು ಸಮಾಜಕ್ಕಾಗಿ ಸಮರ್ಪಿಸಿಕೊಂಡರು. ಆರು ಮಕ್ಕಳ ತಾಯಿಯಾಗಿ ಕುಟುಂಬ ನಿರ್ವಹಿಸುತ್ತಾ ಸಮಾಜ ಸೇವೆಗೆ ಮುಂದಾದರು.: [448, 1392, 780, 1435]
byline-bullet-icon: ■: [448, 1263, 464, 1279]
registration-marks-center: [544, 2354, 610, 2370]
brand-tagline: ರಾಷ್ಟ್ರ ಜಾಗೃತಿಯ ದೈನಿಕ: [128, 97, 205, 109]
dalai-lama-portrait-icon: [63, 449, 184, 590]
article2-headline: ಸಮಾಜ ನಿರ್ಮಾಣಕ್ಕೆ ಸೀತೆಯಂತೆ ಬಂದವರು ಮೌಶೀಜೀ: [583, 1202, 1361, 1254]
article2-col2: [793, 1471, 1125, 1848]
article1-paragraph: ಕನ್ನಡ ಶಾಲೆಗಳು ತಮಿಳುನಾಡಿನ ಗಡಿ ಭಾಗಗಳಲ್ಲಿ ಮುಚ್ಚುತ್ತಿವೆ. ಅಲ್ಲಿನ ಕನ್ನಡಿಗರಿಗೆ ಮಾತೃಭಾಷೆಯಲ್ಲಿ ಕಲಿಯುವ ಅವಕಾಶ ಕ್ಷೀಣಿಸುತ್ತಿದೆ. ಈ ಬಗ್ಗೆ ಕರ್ನಾಟಕದ ಭಾಷಾ ಹೋರಾಟಗಾರರು ಮೌನವಾಗಿದ್ದಾರೆ.: [1138, 262, 1496, 290]
article2-col3: [1138, 1286, 1496, 1848]
article2-paragraph: ಅವರ ಅಭಿಪ್ರಾಯದಂತೆ, ಮಹಿಳೆಯರು ಸಮಾಜದ ಅರ್ಧ ಭಾಗ. ಅವರನ್ನು ಹೊರತುಪಡಿಸಿ ರಾಷ್ಟ್ರ ನಿರ್ಮಾಣ ಸಾಧ್ಯವಿಲ್ಲ. 1936ರ ವಿಜಯದಶಮಿಯಂದು ವರ್ಧಾದಲ್ಲಿ ರಾಷ್ಟ್ರ ಸೇವಿಕಾ ಸಮಿತಿ ಸ್ಥಾಪನೆಯಾಯಿತು.: [793, 1525, 1125, 1568]
